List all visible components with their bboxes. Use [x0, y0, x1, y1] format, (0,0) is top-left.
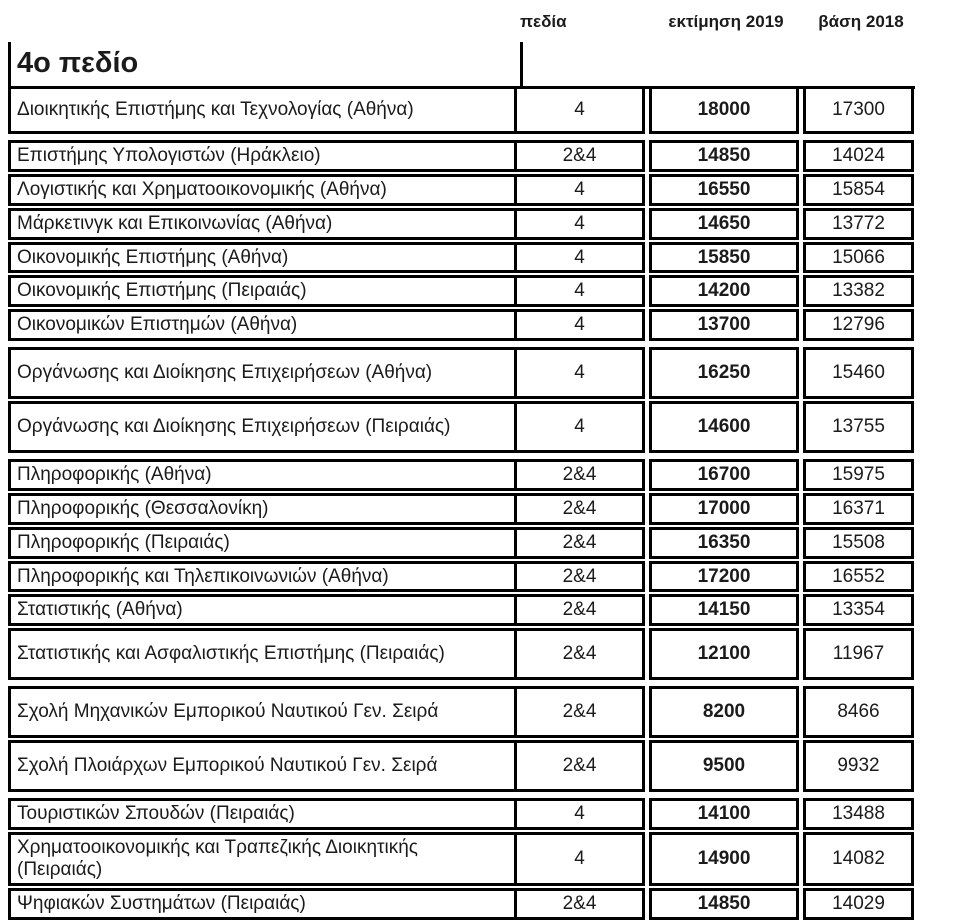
table-body [8, 89, 915, 920]
department-name-cell: Οικονομικής Επιστήμης (Αθήνα) [8, 242, 517, 274]
department-name-cell: Στατιστικής και Ασφαλιστικής Επιστήμης (Πειραιάς) [8, 628, 517, 680]
table-row [8, 527, 915, 559]
base-2018-cell: 14024 [803, 140, 914, 172]
estimate-2019-cell: 13700 [649, 309, 799, 341]
column-header-fields: πεδία [520, 12, 567, 31]
estimate-2019-cell: 14100 [649, 798, 799, 830]
department-name-cell: Στατιστικής (Αθήνα) [8, 594, 517, 626]
department-name-cell: Οργάνωσης και Διοίκησης Επιχειρήσεων (Αθήνα) [8, 347, 517, 399]
base-2018-cell: 14029 [803, 888, 914, 920]
estimate-2019-cell: 15850 [649, 242, 799, 274]
base-2018-cell: 9932 [803, 740, 914, 792]
base-2018-cell: 16552 [803, 561, 914, 593]
department-name-cell: Επιστήμης Υπολογιστών (Ηράκλειο) [8, 140, 517, 172]
department-name-cell: Οικονομικής Επιστήμης (Πειραιάς) [8, 275, 517, 307]
table-row [8, 347, 915, 399]
department-name-cell: Οργάνωσης και Διοίκησης Επιχειρήσεων (Πειραιάς) [8, 401, 517, 453]
base-2018-cell: 15460 [803, 347, 914, 399]
table-row [8, 140, 915, 172]
table-row [8, 86, 915, 134]
table-row [8, 686, 915, 738]
department-name-cell: Τουριστικών Σπουδών (Πειραιάς) [8, 798, 517, 830]
column-header-base: βάση 2018 [818, 12, 904, 31]
estimate-2019-cell: 14200 [649, 275, 799, 307]
department-name-cell: Ψηφιακών Συστημάτων (Πειραιάς) [8, 888, 517, 920]
estimate-2019-cell: 12100 [649, 628, 799, 680]
estimate-2019-cell: 14850 [649, 888, 799, 920]
base-2018-cell: 13755 [803, 401, 914, 453]
department-name-cell: Λογιστικής και Χρηματοοικονομικής (Αθήνα) [8, 174, 517, 206]
department-name-cell: Πληροφορικής (Αθήνα) [8, 459, 517, 491]
base-2018-cell: 11967 [803, 628, 914, 680]
fields-value-cell: 4 [514, 275, 645, 307]
fields-value-cell: 2&4 [514, 740, 645, 792]
fields-value-cell: 2&4 [514, 527, 645, 559]
column-headers [0, 0, 960, 40]
table-row [8, 459, 915, 491]
table-row [8, 628, 915, 680]
fields-value-cell: 2&4 [514, 493, 645, 525]
table-row [8, 740, 915, 792]
fields-value-cell: 2&4 [514, 594, 645, 626]
table-row [8, 309, 915, 341]
table-row [8, 832, 915, 886]
department-name-cell: Οικονομικών Επιστημών (Αθήνα) [8, 309, 517, 341]
department-name-cell: Σχολή Πλοιάρχων Εμπορικού Ναυτικού Γεν. Σειρά [8, 740, 517, 792]
estimate-2019-cell: 16250 [649, 347, 799, 399]
estimate-2019-cell: 14150 [649, 594, 799, 626]
fields-value-cell: 4 [514, 174, 645, 206]
column-header-estimate: εκτίμηση 2019 [668, 12, 784, 31]
estimate-2019-cell: 14900 [649, 832, 799, 886]
fields-value-cell: 4 [514, 309, 645, 341]
estimate-2019-cell: 16350 [649, 527, 799, 559]
estimate-2019-cell: 14850 [649, 140, 799, 172]
table-row [8, 401, 915, 453]
fields-value-cell: 2&4 [514, 140, 645, 172]
estimate-2019-cell: 17000 [649, 493, 799, 525]
base-2018-cell: 8466 [803, 686, 914, 738]
table-row [8, 174, 915, 206]
department-name-cell: Χρηματοοικονομικής και Τραπεζικής Διοικητικής (Πειραιάς) [8, 832, 517, 886]
base-2018-cell: 13382 [803, 275, 914, 307]
estimate-2019-cell: 17200 [649, 561, 799, 593]
fields-value-cell: 2&4 [514, 459, 645, 491]
title-column-divider [520, 42, 523, 86]
fields-value-cell: 2&4 [514, 888, 645, 920]
fields-value-cell: 4 [514, 86, 645, 134]
fields-value-cell: 4 [514, 347, 645, 399]
department-name-cell: Πληροφορικής (Πειραιάς) [8, 527, 517, 559]
estimate-2019-cell: 14600 [649, 401, 799, 453]
department-name-cell: Διοικητικής Επιστήμης και Τεχνολογίας (Αθήνα) [8, 86, 517, 134]
table-row [8, 242, 915, 274]
base-2018-cell: 14082 [803, 832, 914, 886]
table-row [8, 275, 915, 307]
table-row [8, 561, 915, 593]
fields-value-cell: 4 [514, 242, 645, 274]
base-2018-cell: 15508 [803, 527, 914, 559]
table-row [8, 594, 915, 626]
estimate-2019-cell: 14650 [649, 208, 799, 240]
base-2018-cell: 15854 [803, 174, 914, 206]
base-2018-cell: 16371 [803, 493, 914, 525]
table-row [8, 798, 915, 830]
estimate-2019-cell: 16700 [649, 459, 799, 491]
base-2018-cell: 15066 [803, 242, 914, 274]
fields-value-cell: 2&4 [514, 686, 645, 738]
fields-value-cell: 4 [514, 798, 645, 830]
table-row [8, 888, 915, 920]
fields-value-cell: 4 [514, 208, 645, 240]
department-name-cell: Πληροφορικής και Τηλεπικοινωνιών (Αθήνα) [8, 561, 517, 593]
fields-value-cell: 4 [514, 832, 645, 886]
base-2018-cell: 13354 [803, 594, 914, 626]
base-2018-cell: 17300 [803, 86, 914, 134]
base-2018-cell: 13772 [803, 208, 914, 240]
page-title: 4ο πεδίο [17, 47, 139, 79]
fields-value-cell: 2&4 [514, 561, 645, 593]
department-name-cell: Μάρκετινγκ και Επικοινωνίας (Αθήνα) [8, 208, 517, 240]
base-2018-cell: 15975 [803, 459, 914, 491]
estimate-2019-cell: 8200 [649, 686, 799, 738]
department-name-cell: Πληροφορικής (Θεσσαλονίκη) [8, 493, 517, 525]
table-row [8, 493, 915, 525]
estimate-2019-cell: 16550 [649, 174, 799, 206]
fields-value-cell: 2&4 [514, 628, 645, 680]
estimate-2019-cell: 9500 [649, 740, 799, 792]
base-2018-cell: 13488 [803, 798, 914, 830]
base-2018-cell: 12796 [803, 309, 914, 341]
fields-value-cell: 4 [514, 401, 645, 453]
estimate-2019-cell: 18000 [649, 86, 799, 134]
department-name-cell: Σχολή Μηχανικών Εμπορικού Ναυτικού Γεν. Σειρά [8, 686, 517, 738]
table-row [8, 208, 915, 240]
table-title-row [8, 42, 915, 89]
